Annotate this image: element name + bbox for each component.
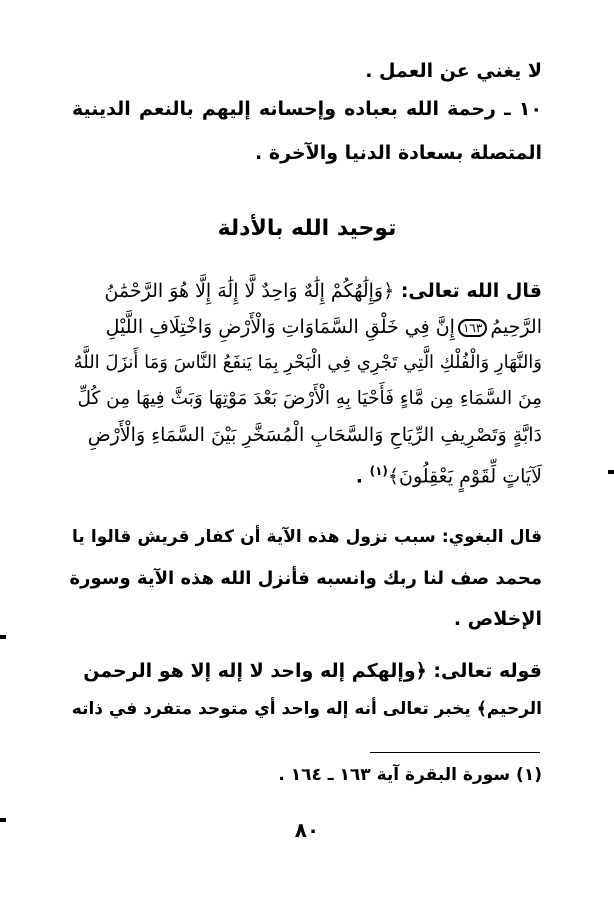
scan-edge-mark xyxy=(608,470,614,474)
commentary-line-1: قوله تعالى: ﴿وإلهكم إله واحد لا إله إلا هو الرحمن xyxy=(83,660,542,682)
footnote-reference: (١) xyxy=(369,464,388,478)
verse-line-3: وَالنَّهَارِ وَالْفُلْكِ الَّتِي تَجْرِي فِي الْبَحْرِ بِمَا يَنفَعُ النَّاسَ وَمَا أَنزَلَ اللَّهُ xyxy=(73,352,542,373)
verse-line-4: مِنَ السَّمَاءِ مِن مَّاءٍ فَأَحْيَا بِهِ الْأَرْضَ بَعْدَ مَوْتِهَا وَبَثَّ فِيهَا مِن كُلِّ xyxy=(77,388,542,409)
footnote: (١) سورة البقرة آية ١٦٣ ـ ١٦٤ . xyxy=(278,765,542,785)
verse-text-2b: إِنَّ فِي خَلْقِ السَّمَاوَاتِ وَالْأَرْضِ وَاخْتِلَافِ اللَّيْلِ xyxy=(105,316,455,338)
baghawi-line-2: محمد صف لنا ربك وانسبه فأنزل الله هذه الآية وسورة xyxy=(69,568,542,589)
verse-intro: قال الله تعالى: xyxy=(400,280,542,302)
baghawi-line-3: الإخلاص . xyxy=(453,608,542,630)
verse-line-1 xyxy=(72,276,542,306)
page-number: ٨٠ xyxy=(294,818,320,842)
scan-edge-mark xyxy=(0,635,6,639)
text-line-1: لا يغني عن العمل . xyxy=(365,60,542,82)
footnote-divider xyxy=(370,752,540,753)
verse-line-2 xyxy=(72,312,542,342)
verse-text-2a: الرَّحِيمُ xyxy=(490,316,542,338)
baghawi-line-1: قال البغوي: سبب نزول هذه الآية أن كفار قريش قالوا يا xyxy=(72,527,542,547)
text-line-3: المتصلة بسعادة الدنيا والآخرة . xyxy=(255,142,542,164)
verse-end: . xyxy=(355,465,370,488)
commentary-line-2: الرحيم﴾ يخبر تعالى أنه إله واحد أي متوحد متفرد في ذاته xyxy=(71,699,542,719)
verse-line-6 xyxy=(356,456,542,491)
verse-text-6: لَآيَاتٍ لِّقَوْمٍ يَعْقِلُونَ﴾ xyxy=(387,465,542,488)
ayah-number-mark: ١٦٣ xyxy=(458,319,487,337)
verse-text-1: ﴿وَإِلَٰهُكُمْ إِلَٰهٌ وَاحِدٌ لَّا إِلَٰهَ إِلَّا هُوَ الرَّحْمَٰنُ xyxy=(104,280,395,302)
section-heading: توحيد الله بالأدلة xyxy=(217,216,397,241)
verse-line-5: دَابَّةٍ وَتَصْرِيفِ الرِّيَاحِ وَالسَّحَابِ الْمُسَخَّرِ بَيْنَ السَّمَاءِ وَالْأَرْضِ xyxy=(87,424,542,446)
text-line-2: ١٠ ـ رحمة الله بعباده وإحسانه إليهم بالنعم الدينية xyxy=(72,98,542,120)
scan-edge-mark xyxy=(0,818,6,822)
